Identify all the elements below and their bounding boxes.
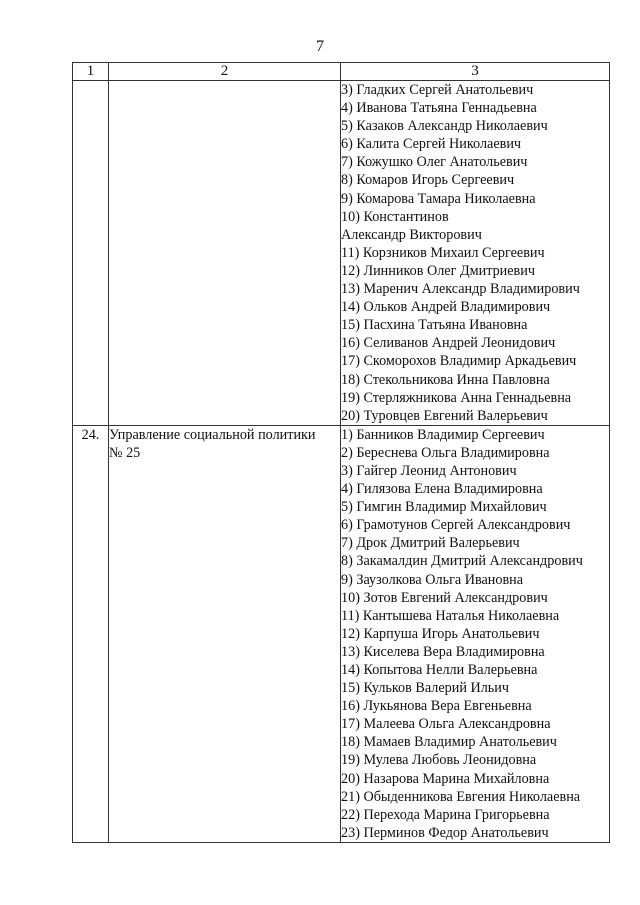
person-name: 11) Корзников Михаил Сергеевич [341, 244, 545, 261]
header-col-2: 2 [109, 63, 341, 81]
person-name: 10) Зотов Евгений Александрович [341, 589, 548, 606]
person-name: 5) Гимгин Владимир Михайлович [341, 499, 547, 516]
person-name: 15) Кульков Валерий Ильич [341, 680, 509, 697]
person-name: 6) Грамотунов Сергей Александрович [341, 517, 571, 534]
person-name: 14) Копытова Нелли Валерьевна [341, 662, 538, 678]
page-number: 7 [316, 38, 324, 55]
person-name: 19) Мулева Любовь Леонидовна [341, 752, 537, 769]
person-name: 1) Банников Владимир Сергеевич [341, 426, 545, 443]
row-organization [109, 425, 341, 842]
organization-name: Управление социальной политики [109, 426, 316, 443]
person-name: 13) Маренич Александр Владимирович [341, 281, 580, 298]
person-name: 19) Стерляжникова Анна Геннадьевна [341, 389, 572, 406]
organization-number: № 25 [109, 444, 141, 461]
person-name: 23) Перминов Федор Анатольевич [341, 824, 549, 841]
person-name: 17) Скоморохов Владимир Аркадьевич [341, 353, 577, 370]
names-list [341, 81, 610, 426]
person-name: 6) Калита Сергей Николаевич [341, 136, 522, 153]
person-name: 21) Обыденникова Евгения Николаевна [341, 788, 581, 805]
person-name: 13) Киселева Вера Владимировна [341, 643, 545, 660]
table-header-row [73, 63, 610, 81]
person-name: Александр Викторович [341, 226, 482, 243]
person-name: 7) Кожушко Олег Анатольевич [341, 154, 528, 171]
row-number [73, 81, 109, 426]
person-name: 3) Гладких Сергей Анатольевич [341, 82, 534, 98]
person-name: 12) Карпуша Игорь Анатольевич [341, 625, 540, 642]
person-name: 9) Заузолкова Ольга Ивановна [341, 571, 524, 588]
names-list [341, 425, 610, 842]
person-name: 14) Ольков Андрей Владимирович [341, 299, 551, 316]
person-name: 10) Константинов [341, 208, 449, 225]
personnel-table [72, 62, 610, 843]
header-col-3: 3 [341, 63, 610, 81]
person-name: 17) Малеева Ольга Александровна [341, 716, 551, 733]
person-name: 15) Пасхина Татьяна Ивановна [341, 317, 528, 334]
person-name: 8) Комаров Игорь Сергеевич [341, 172, 515, 189]
person-name: 22) Перехода Марина Григорьевна [341, 806, 550, 823]
person-name: 20) Туровцев Евгений Валерьевич [341, 407, 548, 424]
row-organization [109, 81, 341, 426]
person-name: 18) Стекольникова Инна Павловна [341, 371, 550, 388]
person-name: 3) Гайгер Леонид Антонович [341, 462, 517, 479]
person-name: 9) Комарова Тамара Николаевна [341, 190, 536, 207]
person-name: 4) Гилязова Елена Владимировна [341, 481, 543, 498]
person-name: 5) Казаков Александр Николаевич [341, 118, 548, 135]
person-name: 7) Дрок Дмитрий Валерьевич [341, 535, 520, 552]
table-row-24 [73, 425, 610, 842]
person-name: 8) Закамалдин Дмитрий Александрович [341, 553, 583, 570]
person-name: 11) Кантышева Наталья Николаевна [341, 607, 560, 624]
header-col-1: 1 [73, 63, 109, 81]
person-name: 16) Селиванов Андрей Леонидович [341, 335, 556, 352]
person-name: 2) Береснева Ольга Владимировна [341, 444, 550, 461]
row-number: 24. [73, 425, 109, 842]
person-name: 18) Мамаев Владимир Анатольевич [341, 734, 557, 751]
person-name: 12) Линников Олег Дмитриевич [341, 262, 535, 279]
table-row-continuation [73, 81, 610, 426]
person-name: 16) Лукьянова Вера Евгеньевна [341, 698, 532, 715]
person-name: 20) Назарова Марина Михайловна [341, 770, 550, 787]
person-name: 4) Иванова Татьяна Геннадьевна [341, 100, 537, 117]
